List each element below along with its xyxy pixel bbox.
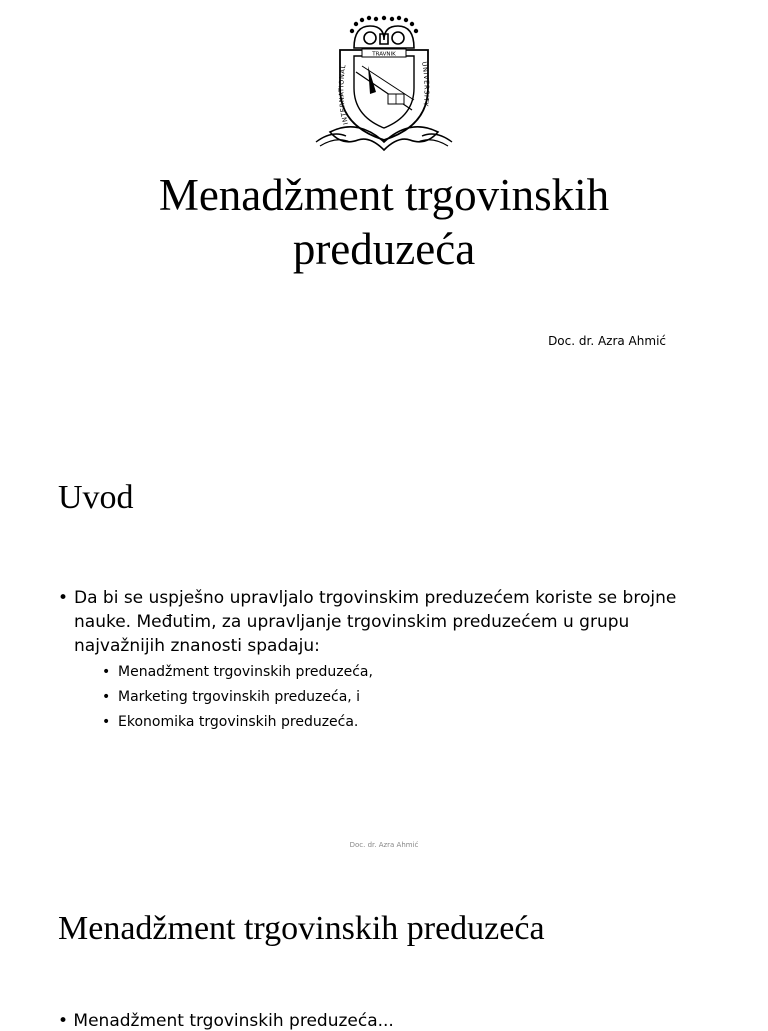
title-line-2: preduzeća — [292, 224, 476, 274]
bullet-text: Da bi se uspješno upravljalo trgovinskim preduzećem koriste se brojne nauke. Međutim, za upravljanje trgovinskim preduzećem u grupu najvažnijih znanosti spadaju: — [74, 588, 677, 656]
slide-heading: Uvod — [58, 479, 134, 516]
author-name: Doc. dr. Azra Ahmić — [548, 334, 666, 348]
university-crest-icon — [310, 14, 458, 152]
svg-text:INTERNATIONAL: INTERNATIONAL — [337, 63, 350, 126]
bullet-list — [58, 586, 708, 735]
title-slide — [0, 0, 768, 420]
list-item — [58, 586, 708, 735]
sub-list-item: • Menadžment trgovinskih preduzeća, — [102, 660, 708, 685]
sub-bullet-list — [74, 660, 708, 735]
partial-bullet-text: • Menadžment trgovinskih preduzeća... — [58, 1011, 394, 1031]
intro-slide — [0, 420, 768, 875]
slide-heading: Menadžment trgovinskih preduzeća — [58, 910, 545, 947]
slide-title — [0, 168, 768, 276]
sub-list-item: • Marketing trgovinskih preduzeća, i — [102, 685, 708, 710]
svg-text:UNIVERSITY: UNIVERSITY — [420, 61, 431, 108]
slide-footer: Doc. dr. Azra Ahmić — [349, 841, 419, 849]
management-slide — [0, 875, 768, 1031]
title-line-1: Menadžment trgovinskih — [158, 170, 610, 220]
sub-list-item: • Ekonomika trgovinskih preduzeća. — [102, 710, 708, 735]
svg-text:TRAVNIK: TRAVNIK — [372, 51, 396, 58]
